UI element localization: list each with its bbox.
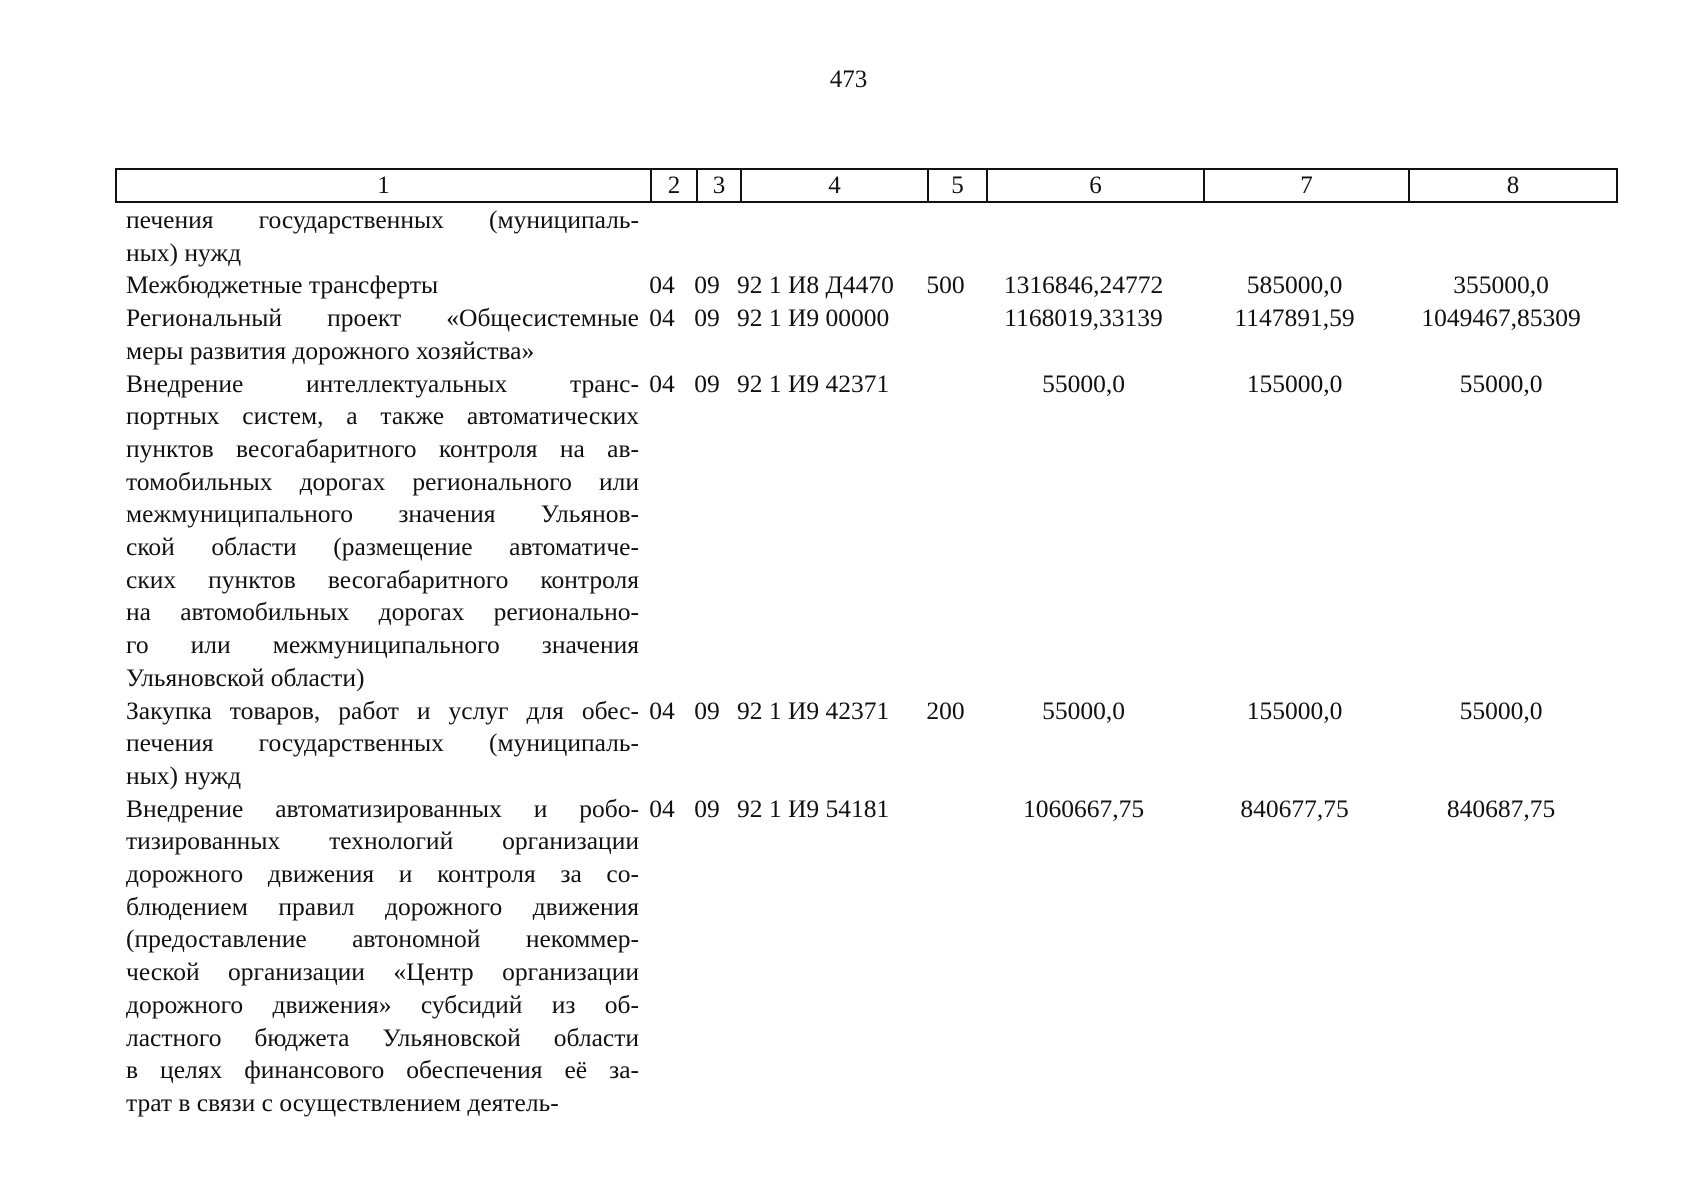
subsection-code: 09: [694, 793, 720, 823]
target-article-code: 92 1 И8 Д4470: [737, 270, 894, 300]
description-line: (предоставление автономной некоммер-: [126, 924, 639, 954]
target-article-code: 92 1 И9 42371: [737, 368, 890, 398]
section-code: 04: [649, 793, 675, 823]
column-header-2: 2: [651, 169, 697, 202]
amount-col-8: 355000,0: [1453, 270, 1549, 300]
column-header-4: 4: [741, 169, 928, 202]
description-line: печения государственных (муниципаль-: [126, 728, 639, 758]
amount-col-6: 1168019,33139: [1004, 303, 1163, 333]
table-row: [115, 793, 1605, 1120]
description-line: ских пунктов весогабаритного контроля: [126, 564, 639, 594]
column-header-3: 3: [697, 169, 741, 202]
amount-col-7: 585000,0: [1246, 270, 1343, 300]
table-row: [115, 368, 1605, 695]
amount-col-6: 1060667,75: [1022, 793, 1145, 823]
row-description: [115, 269, 639, 302]
amount-col-7: 155000,0: [1246, 695, 1343, 725]
description-line: дорожного движения» субсидий из об-: [126, 989, 639, 1019]
amount-col-8: 1049467,85309: [1421, 303, 1581, 333]
subsection-code: 09: [694, 303, 720, 333]
expense-type-code: 200: [926, 695, 965, 725]
section-code: 04: [649, 303, 675, 333]
subsection-code: 09: [694, 270, 720, 300]
description-line: межмуниципального значения Ульянов-: [126, 499, 639, 529]
description-line: ных) нужд: [126, 237, 242, 267]
column-header-table: [115, 168, 1618, 203]
target-article-code: 92 1 И9 00000: [737, 303, 890, 333]
amount-col-6: 1316846,24772: [1003, 270, 1164, 300]
amount-col-8: 840687,75: [1446, 793, 1556, 823]
description-line: портных систем, а также автоматических: [126, 401, 639, 431]
amount-col-8: 55000,0: [1459, 368, 1543, 398]
description-line: дорожного движения и контроля за со-: [126, 859, 639, 889]
subsection-code: 09: [694, 368, 720, 398]
description-line: Межбюджетные трансферты: [126, 270, 439, 300]
section-code: 04: [649, 695, 675, 725]
description-line: ческой организации «Центр организации: [126, 957, 639, 987]
description-line: го или межмуниципального значения: [126, 630, 639, 660]
amount-col-8: 55000,0: [1459, 695, 1543, 725]
description-line: печения государственных (муниципаль-: [126, 205, 639, 234]
column-header-8: 8: [1409, 169, 1617, 202]
description-line: Внедрение автоматизированных и робо-: [126, 793, 639, 823]
amount-col-7: 155000,0: [1246, 368, 1343, 398]
table-row: [115, 302, 1605, 367]
page-number: 473: [829, 66, 868, 93]
section-code: 04: [649, 368, 675, 398]
row-description: [115, 793, 639, 1120]
table-row: [115, 695, 1605, 793]
description-line: трат в связи с осуществлением деятель-: [126, 1087, 559, 1117]
description-line: Закупка товаров, работ и услуг для обес-: [126, 695, 639, 725]
table-row: [115, 269, 1605, 302]
column-header-5: 5: [928, 169, 987, 202]
description-line: Ульяновской области): [126, 662, 365, 692]
target-article-code: 92 1 И9 54181: [737, 793, 890, 823]
column-header-1: 1: [116, 169, 651, 202]
column-header-6: 6: [987, 169, 1204, 202]
amount-col-7: 1147891,59: [1234, 303, 1355, 333]
amount-col-6: 55000,0: [1042, 695, 1125, 725]
table-row: [115, 204, 1605, 269]
column-header-7: 7: [1204, 169, 1409, 202]
description-line: ской области (размещение автоматиче-: [126, 532, 639, 562]
row-description: [115, 368, 639, 695]
description-line: на автомобильных дорогах регионально-: [126, 597, 639, 627]
description-line: пунктов весогабаритного контроля на ав-: [126, 433, 639, 463]
amount-col-7: 840677,75: [1240, 793, 1349, 823]
row-description: [115, 204, 639, 269]
description-line: меры развития дорожного хозяйства»: [126, 335, 535, 365]
expense-type-code: 500: [926, 270, 965, 300]
target-article-code: 92 1 И9 42371: [737, 695, 890, 725]
description-line: в целях финансового обеспечения её за-: [126, 1055, 639, 1085]
budget-table-body: [115, 204, 1605, 1120]
description-line: ластного бюджета Ульяновской области: [126, 1022, 639, 1052]
subsection-code: 09: [694, 695, 720, 725]
description-line: ных) нужд: [126, 760, 242, 790]
description-line: томобильных дорогах регионального или: [126, 466, 639, 496]
description-line: тизированных технологий организации: [126, 826, 639, 856]
description-line: Внедрение интеллектуальных транс-: [126, 368, 639, 398]
amount-col-6: 55000,0: [1042, 368, 1125, 398]
row-description: [115, 695, 639, 793]
description-line: Региональный проект «Общесистемные: [126, 303, 639, 333]
row-description: [115, 302, 639, 367]
column-header-row: [116, 169, 1617, 202]
section-code: 04: [649, 270, 675, 300]
description-line: блюдением правил дорожного движения: [126, 891, 639, 921]
